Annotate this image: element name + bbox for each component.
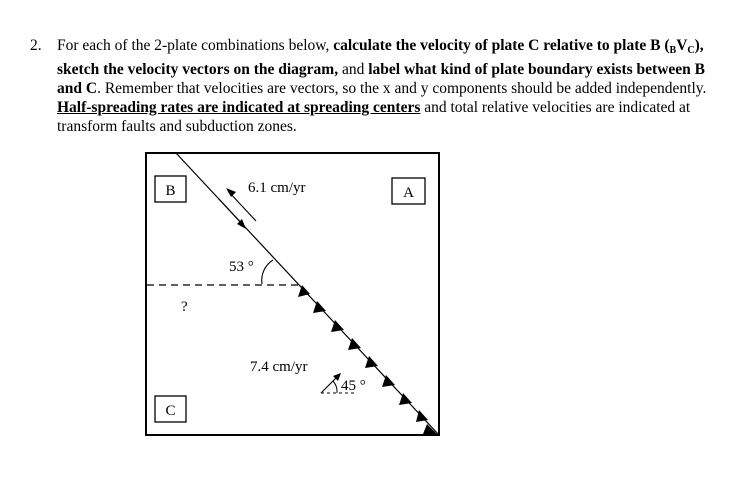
question-mid: and: [338, 61, 369, 78]
question-intro: For each of the 2-plate combinations below,: [57, 37, 334, 54]
subduction-teeth: [298, 285, 437, 434]
subscript-b: B: [669, 45, 677, 56]
transform-angle-label: 53 °: [229, 259, 254, 275]
subduction-rate-label: 7.4 cm/yr: [250, 359, 308, 375]
question-bold-3: label what kind of plate boundary exists between B and C: [57, 61, 705, 97]
question-bold-2: ), sketch the velocity vectors on the diagram,: [57, 37, 704, 78]
question-rest: . Remember that velocities are vectors, so the x and y components should be added independently.: [97, 80, 707, 97]
question-end: and total relative velocities are indicated at transform faults and subduction zones.: [57, 99, 691, 135]
angle-arc-53: [262, 260, 273, 284]
plate-c-label: C: [165, 403, 176, 419]
velocity-v: V: [676, 37, 688, 54]
question-number: 2.: [30, 37, 42, 54]
question-underlined: Half-spreading rates are indicated at spreading centers: [57, 99, 421, 116]
subscript-c: C: [687, 45, 695, 56]
plate-a-label: A: [403, 185, 414, 201]
transform-rate-label: 6.1 cm/yr: [248, 180, 306, 196]
question-bold-1: calculate the velocity of plate C relative to plate B (: [333, 37, 670, 54]
unknown-boundary-label: ?: [181, 299, 188, 315]
plate-b-label: B: [165, 183, 176, 199]
subduction-angle-label: 45 °: [341, 378, 366, 394]
